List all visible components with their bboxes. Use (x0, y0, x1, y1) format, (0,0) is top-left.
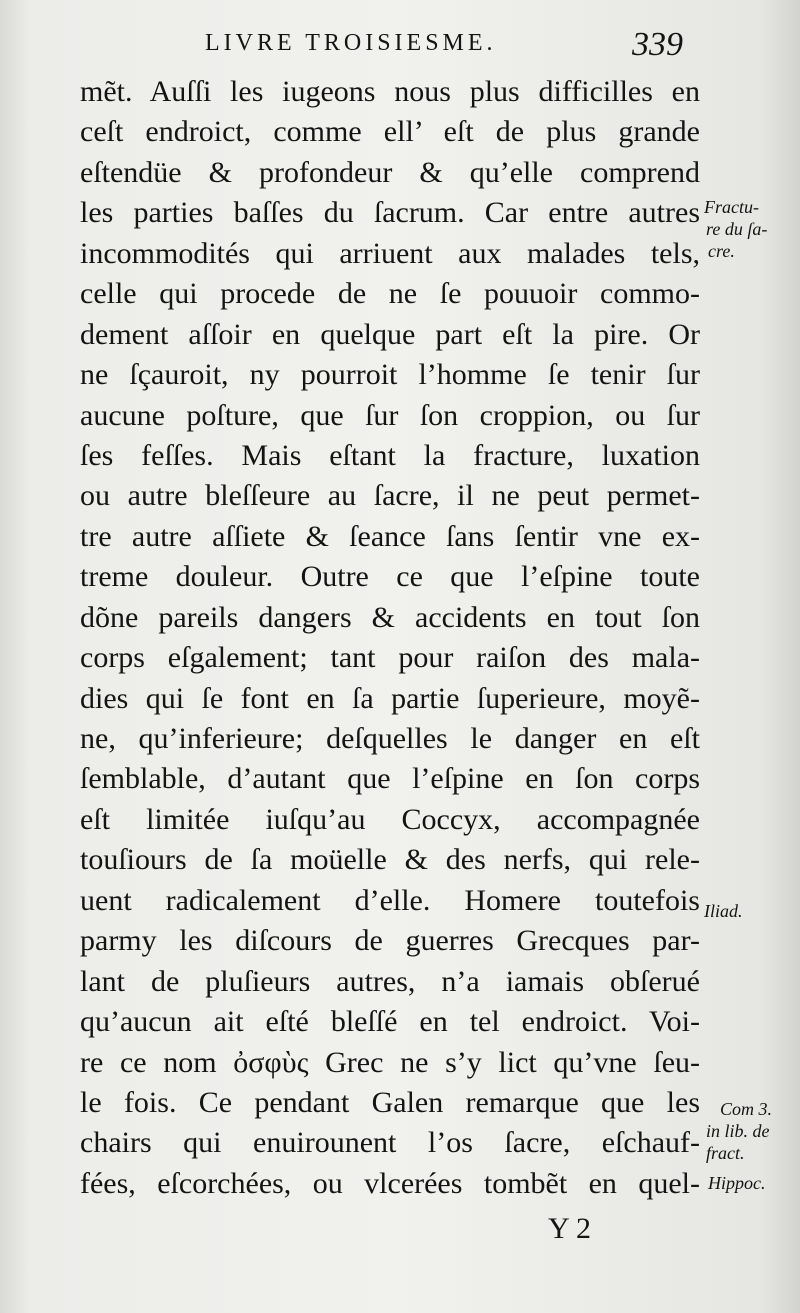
text-line: touſiours de ſa moüelle & des nerfs, qui rele- (80, 843, 700, 877)
text-line: ne, qu’inferieure; deſquelles le danger en eſt (80, 722, 700, 755)
text-line: fées, eſcorchées, ou vlcerées tombẽt en quel- (80, 1166, 700, 1200)
text-line: ſes feſſes. Mais eſtant la fracture, luxation (80, 438, 700, 472)
margin-note-line: in lib. de (706, 1121, 770, 1141)
text-line: ceſt endroict, comme ell’ eſt de plus grande (80, 115, 700, 149)
running-title: LIVRE TROISIESME. (205, 30, 497, 56)
body-text (80, 72, 700, 1204)
text-line: uent radicalement d’elle. Homere toutefois (80, 883, 700, 917)
margin-note-line: Com 3. (720, 1099, 773, 1119)
text-line: qu’aucun ait eſté bleſſé en tel endroict. Voi- (80, 1005, 700, 1039)
text-line: corps eſgalement; tant pour raiſon des mala- (80, 641, 700, 675)
text-line: dement aſſoir en quelque part eſt la pire. Or (80, 317, 700, 351)
text-line: celle qui procede de ne ſe pouuoir commo- (80, 277, 700, 311)
margin-note-line: Hippoc. (708, 1173, 766, 1193)
signature-mark: Y 2 (548, 1212, 592, 1245)
margin-note-fracture (704, 196, 798, 262)
text-line: lant de pluſieurs autres, n’a iamais obſerué (80, 964, 700, 998)
margin-note-line: cre. (708, 241, 735, 261)
text-line: treme douleur. Outre ce que l’eſpine toute (80, 560, 700, 594)
margin-note-line: re du ſa- (706, 219, 768, 239)
text-line: parmy les diſcours de guerres Grecques par- (80, 924, 700, 958)
margin-note-line: Fractu- (704, 197, 759, 217)
page-number: 339 (632, 26, 683, 63)
text-line: dies qui ſe font en ſa partie ſuperieure, moyẽ- (80, 681, 700, 715)
text-line: dõne pareils dangers & accidents en tout ſon (80, 600, 700, 634)
margin-note-line: fract. (706, 1143, 745, 1163)
text-line: tre autre aſſiete & ſeance ſans ſentir vne ex- (80, 519, 700, 553)
margin-note-line: Iliad. (704, 901, 743, 921)
text-line: ne ſçauroit, ny pourroit l’homme ſe tenir ſur (80, 358, 700, 392)
text-line: aucune poſture, que ſur ſon croppion, ou ſur (80, 398, 700, 432)
text-line: chairs qui enuirounent l’os ſacre, eſchauf- (80, 1126, 700, 1160)
text-line: ou autre bleſſeure au ſacre, il ne peut permet- (80, 479, 700, 513)
margin-note-iliad (704, 900, 798, 922)
text-line: le fois. Ce pendant Galen remarque que les (80, 1085, 700, 1119)
text-line: les parties baſſes du ſacrum. Car entre autres (80, 196, 700, 230)
text-line: ſemblable, d’autant que l’eſpine en ſon corps (80, 762, 700, 796)
text-line: eſtendüe & profondeur & qu’elle comprend (80, 155, 700, 189)
text-line: mẽt. Auſſi les iugeons nous plus difficilles en (80, 75, 700, 108)
margin-note-galen (704, 1098, 798, 1194)
text-line: eſt limitée iuſqu’au Coccyx, accompagnée (80, 802, 700, 836)
text-line: re ce nom ὀσφὺς Grec ne s’y lict qu’vne ſeu- (80, 1045, 700, 1079)
text-line: incommodités qui arriuent aux malades tels, (80, 236, 700, 270)
